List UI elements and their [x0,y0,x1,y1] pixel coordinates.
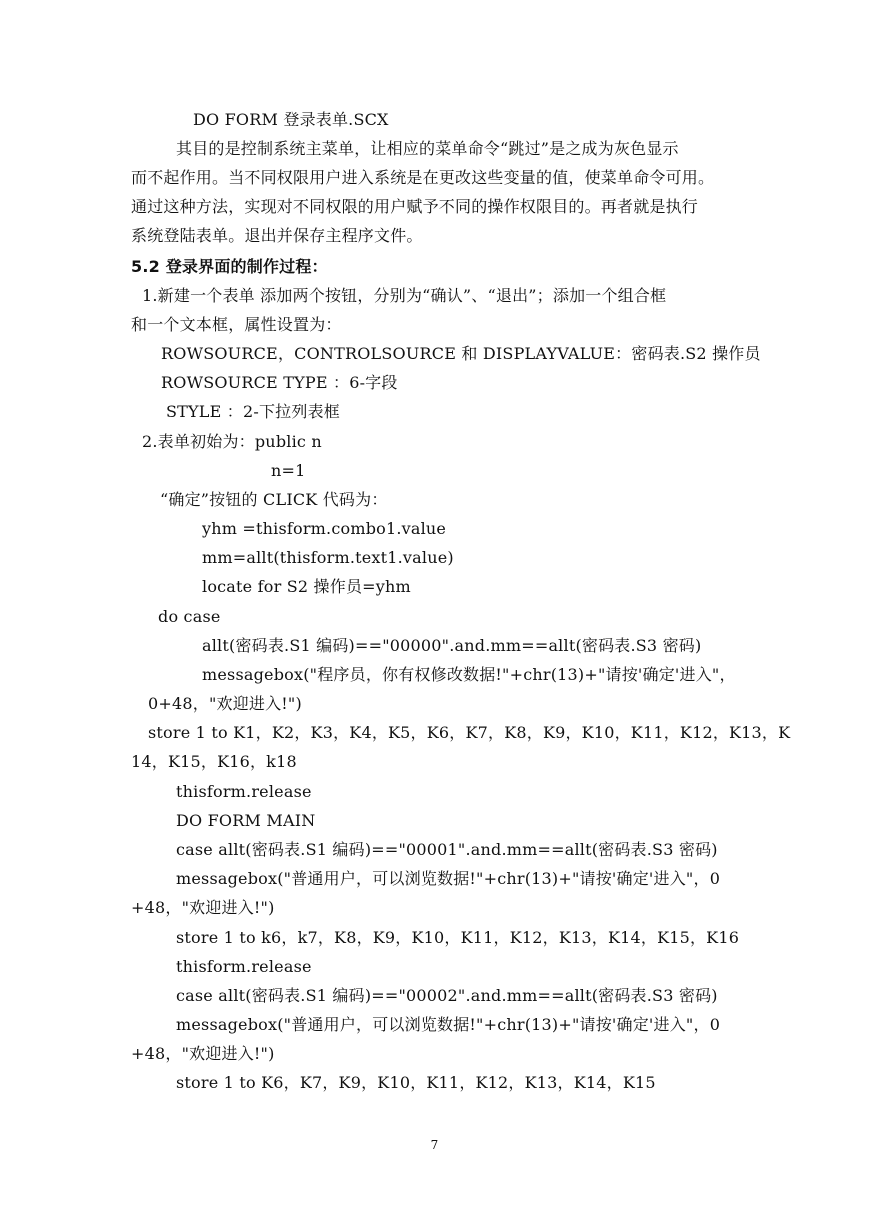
property-line: ROWSOURCE，CONTROLSOURCE 和 DISPLAYVALUE：密码表.S2 操作员 [161,344,761,363]
body-paragraph-line: 通过这种方法，实现对不同权限的用户赋予不同的操作权限目的。再者就是执行 [131,197,699,216]
code-line: messagebox("普通用户，可以浏览数据!"+chr(13)+"请按'确定'进入"，0 [176,869,721,888]
section-heading: 5.2 登录界面的制作过程： [131,257,328,276]
body-paragraph-line: 其目的是控制系统主菜单，让相应的菜单命令“跳过”是之成为灰色显示 [176,139,679,158]
property-line: ROWSOURCE TYPE ：6-字段 [161,373,398,392]
code-line: messagebox("普通用户，可以浏览数据!"+chr(13)+"请按'确定'进入"，0 [176,1015,721,1034]
body-paragraph-line: 和一个文本框，属性设置为： [131,315,342,334]
page-number: 7 [430,1138,439,1152]
code-line: store 1 to K1，K2，K3，K4，K5，K6，K7，K8，K9，K10，K11，K12，K13，K [148,723,791,742]
code-line: allt(密码表.S1 编码)=="00000".and.mm==allt(密码表.S3 密码) [202,636,702,655]
property-line: STYLE ：2-下拉列表框 [166,402,340,421]
code-line: mm=allt(thisform.text1.value) [202,548,454,567]
code-line: case allt(密码表.S1 编码)=="00001".and.mm==allt(密码表.S3 密码) [176,840,718,859]
code-line: 14，K15，K16，k18 [131,752,297,771]
code-line: locate for S2 操作员=yhm [202,577,411,596]
body-paragraph-line: 2.表单初始为：public n [142,432,322,451]
code-line: thisform.release [176,782,312,801]
code-line: DO FORM 登录表单.SCX [193,110,389,129]
code-line: +48，"欢迎进入!") [131,1044,275,1063]
code-line: do case [158,607,221,626]
code-line: n=1 [271,461,306,480]
code-line: thisform.release [176,957,312,976]
body-paragraph-line: “确定”按钮的 CLICK 代码为： [160,490,388,509]
code-line: store 1 to K6，K7，K9，K10，K11，K12，K13，K14，K15 [176,1073,656,1092]
code-line: yhm =thisform.combo1.value [202,519,447,538]
code-line: case allt(密码表.S1 编码)=="00002".and.mm==allt(密码表.S3 密码) [176,986,718,1005]
code-line: store 1 to k6，k7，K8，K9，K10，K11，K12，K13，K14，K15，K16 [176,928,740,947]
code-line: messagebox("程序员，你有权修改数据!"+chr(13)+"请按'确定'进入"， [202,665,736,684]
code-line: DO FORM MAIN [176,811,316,830]
body-paragraph-line: 而不起作用。当不同权限用户进入系统是在更改这些变量的值，使菜单命令可用。 [131,168,715,187]
code-line: 0+48，"欢迎进入!") [148,694,302,713]
code-line: +48，"欢迎进入!") [131,898,275,917]
body-paragraph-line: 系统登陆表单。退出并保存主程序文件。 [131,226,423,245]
body-paragraph-line: 1.新建一个表单 添加两个按钮，分别为“确认”、“退出”；添加一个组合框 [142,286,667,305]
